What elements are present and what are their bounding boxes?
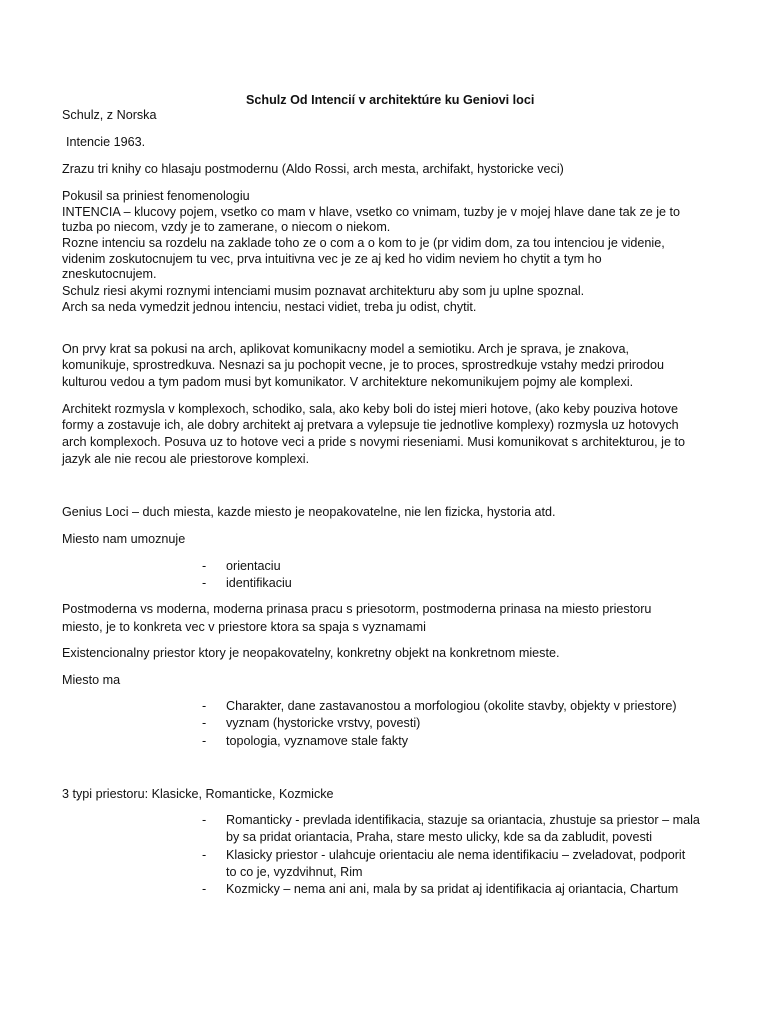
list-dash: - [202, 716, 207, 730]
year-line: Intencie 1963. [66, 135, 146, 149]
list-dash: - [202, 734, 207, 748]
list-item: Charakter, dane zastavanostou a morfologiou (okolite stavby, objekty v priestore) [226, 699, 677, 713]
list-item: Romanticky - prevlada identifikacia, stazuje sa oriantacia, zhustuje sa priestor – mala [226, 813, 700, 827]
paragraph-genius-loci: Genius Loci – duch miesta, kazde miesto je neopakovatelne, nie len fizicka, hystoria atd. [62, 505, 556, 519]
list-dash: - [202, 559, 207, 573]
paragraph-postmoderna: Zrazu tri knihy co hlasaju postmodernu (Aldo Rossi, arch mesta, archifakt, hystoricke veci) [62, 162, 564, 176]
paragraph-line: Schulz riesi akymi roznymi intenciami musim poznavat architekturu aby som ju uplne spoznal. [62, 284, 585, 298]
miesto-umoznuje-heading: Miesto nam umoznuje [62, 532, 186, 546]
typy-priestoru-heading: 3 typi priestoru: Klasicke, Romanticke, Kozmicke [62, 787, 334, 801]
paragraph-line: On prvy krat sa pokusi na arch, aplikovat komunikacny model a semiotiku. Arch je sprava, je znakova, [62, 342, 629, 356]
paragraph-line: miesto, je to konkreta vec v priestore ktora sa spaja s vyznamami [62, 620, 426, 634]
list-item-continuation: by sa pridat oriantacia, Praha, stare mesto ulicky, kde sa da zabludit, povesti [226, 830, 653, 844]
list-dash: - [202, 882, 207, 896]
paragraph-line: INTENCIA – klucovy pojem, vsetko co mam v hlave, vsetko co vnimam, tuzby je v mojej hlave dane tak ze je to [62, 205, 681, 219]
paragraph-line: Architekt rozmysla v komplexoch, schodiko, sala, ako keby boli do istej mieri hotove, (ako keby pouziva hotove [62, 402, 678, 416]
list-item: topologia, vyznamove stale fakty [226, 734, 409, 748]
paragraph-line: tuzba po niecom, vzdy je to zamerane, o niecom o niekom. [62, 220, 391, 234]
list-dash: - [202, 699, 207, 713]
list-item: vyznam (hystoricke vrstvy, povesti) [226, 716, 421, 730]
miesto-ma-heading: Miesto ma [62, 673, 121, 687]
list-item-continuation: to co je, vyzdvihnut, Rim [226, 865, 363, 879]
list-item: orientaciu [226, 559, 281, 573]
list-dash: - [202, 848, 207, 862]
paragraph-line: Arch sa neda vymedzit jednou intenciu, nestaci vidiet, treba ju odist, chytit. [62, 300, 477, 314]
paragraph-line: kulturou vedou a tym padom musi byt komunikator. V architekture nekomunikujem pojmy ale komplexi. [62, 375, 634, 389]
document-title: Schulz Od Intencií v architektúre ku Geniovi loci [246, 93, 535, 107]
paragraph-line: arch komplexoch. Posuva uz to hotove veci a pride s novymi rieseniami. Musi komunikovat s architekturou, je to [62, 435, 685, 449]
paragraph-line: formy a zostavuje ich, ale dobry architekt aj pretvara a vylepsuje tie jednotlive komplexy) rozmysla uz hotovych [62, 418, 679, 432]
paragraph-line: Pokusil sa priniest fenomenologiu [62, 189, 250, 203]
list-item: Kozmicky – nema ani ani, mala by sa pridat aj identifikacia aj oriantacia, Chartum [226, 882, 679, 896]
list-item: Klasicky priestor - ulahcuje orientaciu ale nema identifikaciu – zveladovat, podporit [226, 848, 686, 862]
paragraph-line: Postmoderna vs moderna, moderna prinasa pracu s priesotorm, postmoderna prinasa na miesto priestoru [62, 602, 652, 616]
paragraph-line: zneskutocnujem. [62, 267, 157, 281]
author-line: Schulz, z Norska [62, 108, 157, 122]
paragraph-line: videnim zoskutocnujem tu vec, prva intuitivna vec je ze aj ked ho vidim neviem ho chytit a tym ho [62, 252, 602, 266]
list-dash: - [202, 576, 207, 590]
paragraph-existencionalny: Existencionalny priestor ktory je neopakovatelny, konkretny objekt na konkretnom mieste. [62, 646, 560, 660]
paragraph-line: Rozne intenciu sa rozdelu na zaklade toho ze o com a o kom to je (pr vidim dom, za tou intenciou je videnie, [62, 236, 665, 250]
list-item: identifikaciu [226, 576, 292, 590]
paragraph-line: jazyk ale nie recou ale priestorove komplexi. [62, 452, 310, 466]
paragraph-line: komunikuje, sprostredkuva. Nesnazi sa ju pochopit vecne, je to proces, sprostredkuje vstahy medzi prirodou [62, 358, 665, 372]
list-dash: - [202, 813, 207, 827]
